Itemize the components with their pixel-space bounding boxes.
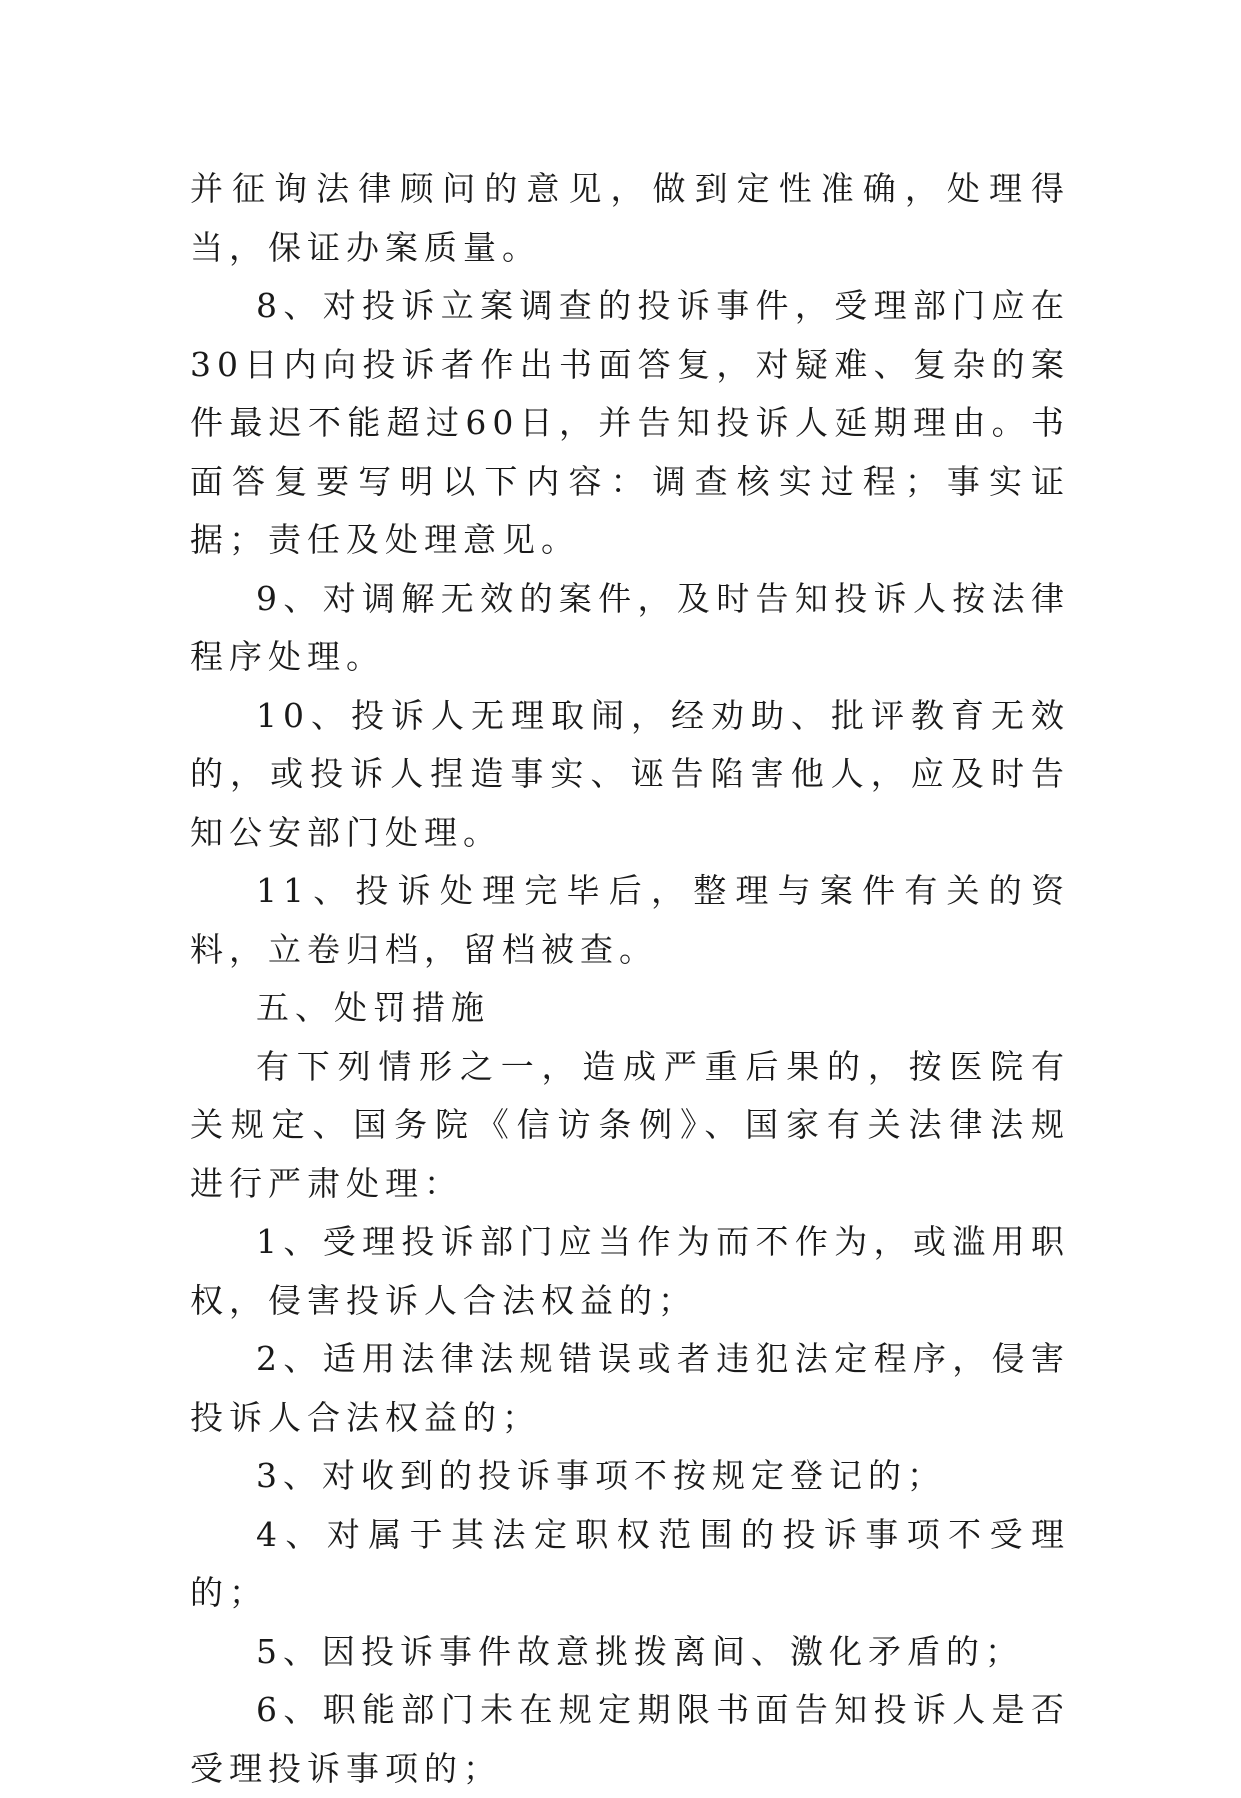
paragraph-penalty-5: 5、因投诉事件故意挑拨离间、激化矛盾的； — [256, 1631, 1024, 1671]
paragraph-penalty-4: 4、对属于其法定职权范围的投诉事项不受理的； — [190, 1514, 1070, 1612]
paragraph-item-8: 8、对投诉立案调查的投诉事件，受理部门应在30日内向投诉者作出书面答复，对疑难、复杂的案件最迟不能超过60日，并告知投诉人延期理由。书面答复要写明以下内容：调查核实过程；事实证据；责任及处理意见。 — [190, 286, 1070, 559]
paragraph-penalty-6: 6、职能部门未在规定期限书面告知投诉人是否受理投诉事项的； — [190, 1690, 1070, 1788]
paragraph-penalty-2: 2、适用法律法规错误或者违犯法定程序，侵害投诉人合法权益的； — [190, 1339, 1070, 1437]
paragraph-item-11: 11、投诉处理完毕后，整理与案件有关的资料，立卷归档，留档被查。 — [190, 871, 1070, 969]
paragraph-penalties-intro: 有下列情形之一，造成严重后果的，按医院有关规定、国务院《信访条例》、国家有关法律法规进行严肃处理： — [190, 1046, 1070, 1203]
paragraph-item-10: 10、投诉人无理取闹，经劝助、批评教育无效的，或投诉人捏造事实、诬告陷害他人，应及时告知公安部门处理。 — [190, 695, 1070, 852]
section-heading-penalties: 五、处罚措施 — [256, 988, 490, 1027]
paragraph-item-9: 9、对调解无效的案件，及时告知投诉人按法律程序处理。 — [190, 578, 1070, 676]
paragraph-continuation: 并征询法律顾问的意见，做到定性准确，处理得当，保证办案质量。 — [190, 169, 1070, 267]
paragraph-penalty-3: 3、对收到的投诉事项不按规定登记的； — [256, 1456, 946, 1495]
paragraph-penalty-1: 1、受理投诉部门应当作为而不作为，或滥用职权，侵害投诉人合法权益的； — [190, 1222, 1070, 1320]
document-body — [190, 160, 1070, 1798]
